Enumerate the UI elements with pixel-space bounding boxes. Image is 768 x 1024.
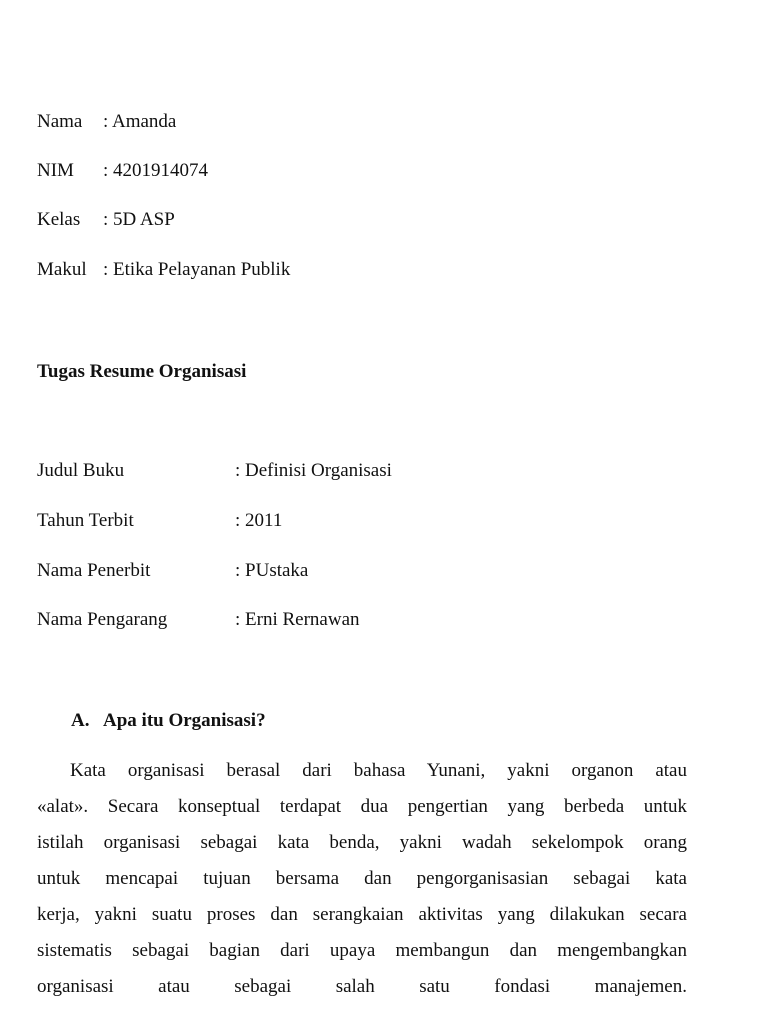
book-pengarang-value: : Erni Rernawan <box>235 609 360 630</box>
identity-name-row <box>37 111 176 133</box>
book-judul-value: : Definisi Organisasi <box>235 460 392 481</box>
identity-nim-label: NIM <box>37 160 74 181</box>
book-judul-label: Judul Buku <box>37 460 125 481</box>
paragraph-line: kerja, yakni suatu proses dan serangkaian aktivitas yang dilakukan secara <box>37 904 687 925</box>
identity-nim-row <box>37 160 208 182</box>
book-penerbit-label: Nama Penerbit <box>37 560 151 581</box>
task-title: Tugas Resume Organisasi <box>37 361 247 382</box>
section-a-heading <box>71 710 266 732</box>
identity-kelas-row <box>37 209 175 231</box>
identity-name-label: Nama <box>37 111 83 132</box>
book-pengarang-label: Nama Pengarang <box>37 609 168 630</box>
book-judul-row <box>37 460 392 482</box>
book-pengarang-row <box>37 609 360 631</box>
identity-makul-row <box>37 259 290 281</box>
book-tahun-value: : 2011 <box>235 510 283 531</box>
paragraph-line: organisasi atau sebagai salah satu fondasi manajemen. <box>37 976 687 997</box>
identity-makul-value: : Etika Pelayanan Publik <box>103 259 291 280</box>
section-a-paragraph <box>37 759 687 1011</box>
paragraph-line: untuk mencapai tujuan bersama dan pengorganisasian sebagai kata <box>37 868 687 889</box>
section-a-number: A. <box>71 710 90 731</box>
book-penerbit-value: : PUstaka <box>235 560 309 581</box>
book-tahun-row <box>37 510 282 532</box>
identity-kelas-label: Kelas <box>37 209 81 230</box>
identity-kelas-value: : 5D ASP <box>103 209 175 230</box>
section-a-title: Apa itu Organisasi? <box>103 710 266 731</box>
paragraph-line: Kata organisasi berasal dari bahasa Yunani, yakni organon atau <box>70 760 687 781</box>
book-tahun-label: Tahun Terbit <box>37 510 134 531</box>
paragraph-line: «alat». Secara konseptual terdapat dua pengertian yang berbeda untuk <box>37 796 687 817</box>
paragraph-line: istilah organisasi sebagai kata benda, yakni wadah sekelompok orang <box>37 832 687 853</box>
identity-nim-value: : 4201914074 <box>103 160 209 181</box>
book-penerbit-row <box>37 560 308 582</box>
paragraph-line: sistematis sebagai bagian dari upaya membangun dan mengembangkan <box>37 940 687 961</box>
identity-name-value: : Amanda <box>103 111 177 132</box>
identity-makul-label: Makul <box>37 259 87 280</box>
